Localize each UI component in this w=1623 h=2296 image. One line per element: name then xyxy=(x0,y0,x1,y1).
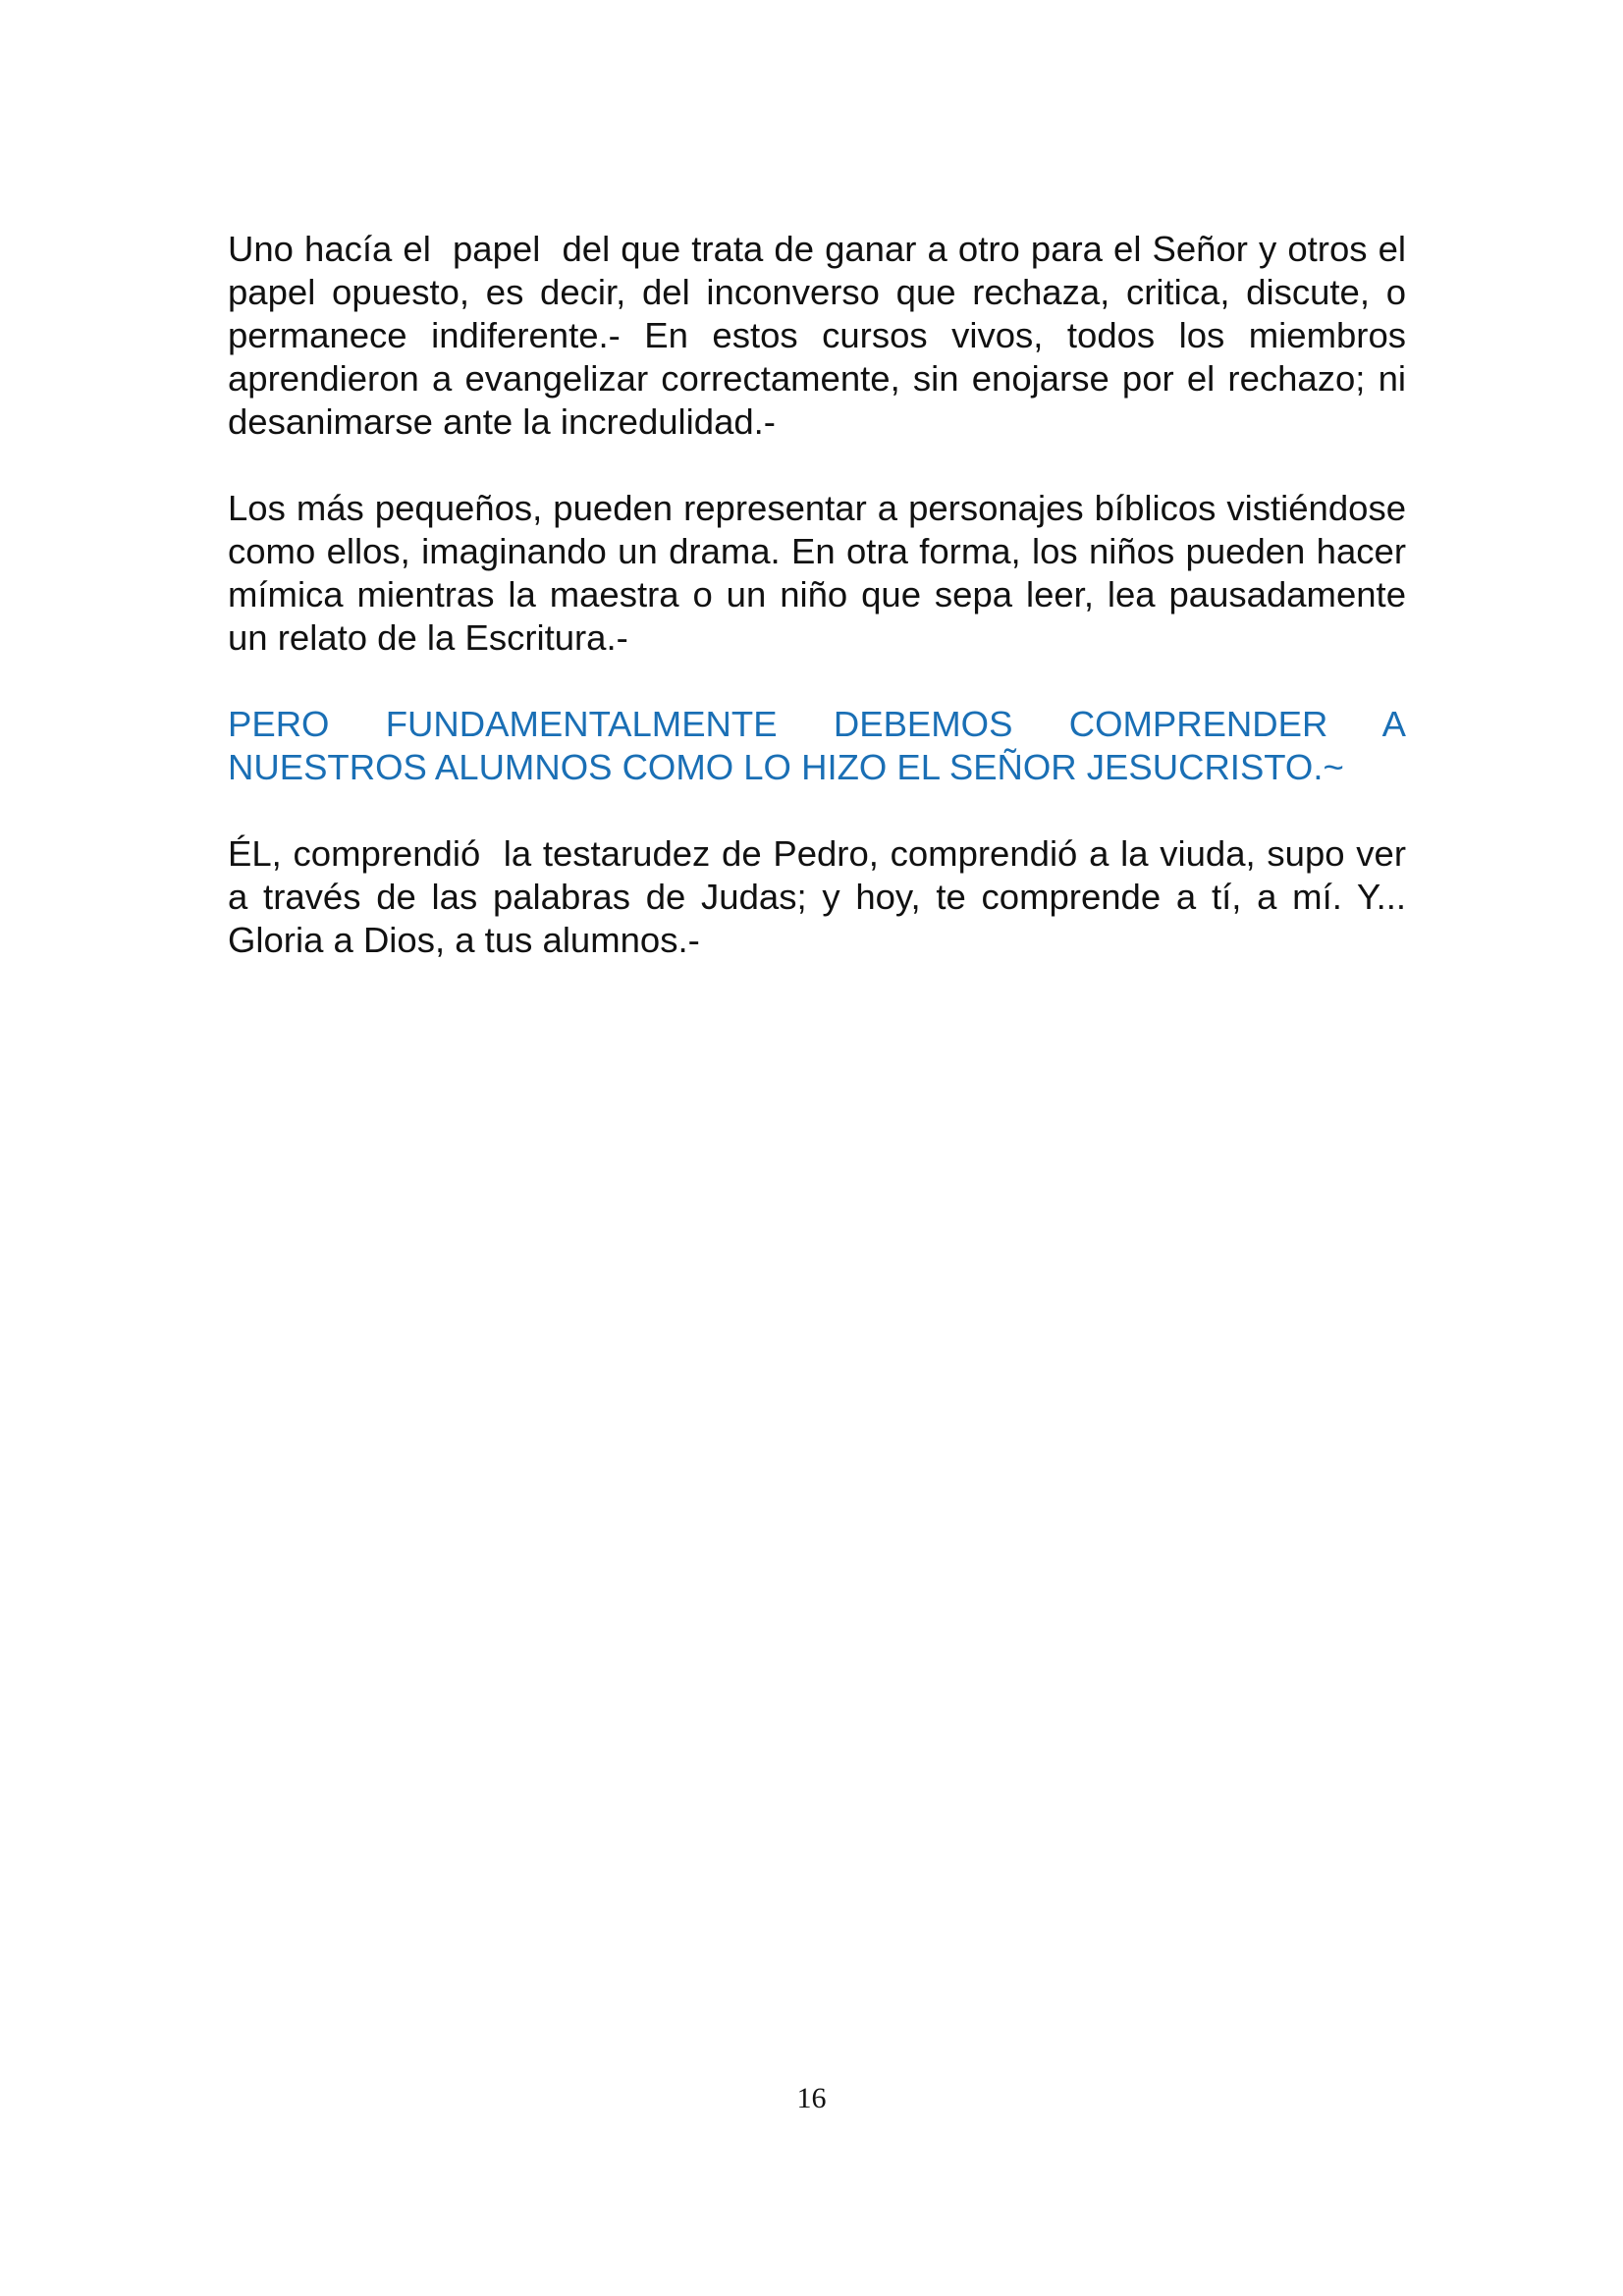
paragraph-children-drama: Los más pequeños, pueden representar a personajes bíblicos vistiéndose como ellos, imaginando un drama. En otra forma, los niños pueden hacer mímica mientras la maestra o un niño que sepa leer, lea pausadamente un relato de la Escritura.- xyxy=(228,488,1417,658)
paragraph-jesus-understanding: ÉL, comprendió la testarudez de Pedro, comprendió a la viuda, supo ver a través de las palabras de Judas; y hoy, te comprende a tí, a mí. Y... Gloria a Dios, a tus alumnos.- xyxy=(228,833,1417,960)
highlighted-statement: PERO FUNDAMENTALMENTE DEBEMOS COMPRENDER A NUESTROS ALUMNOS COMO LO HIZO EL SEÑOR JESUCRISTO.~ xyxy=(228,704,1417,787)
paragraph-role-play: Uno hacía el papel del que trata de ganar a otro para el Señor y otros el papel opuesto, es decir, del inconverso que rechaza, critica, discute, o permanece indiferente.- En estos cursos vivos, todos los miembros aprendieron a evangelizar correctamente, sin enojarse por el rechazo; ni desanimarse ante la incredulidad.- xyxy=(228,229,1417,442)
page-body xyxy=(228,228,1417,962)
page-number: 16 xyxy=(796,2082,827,2114)
